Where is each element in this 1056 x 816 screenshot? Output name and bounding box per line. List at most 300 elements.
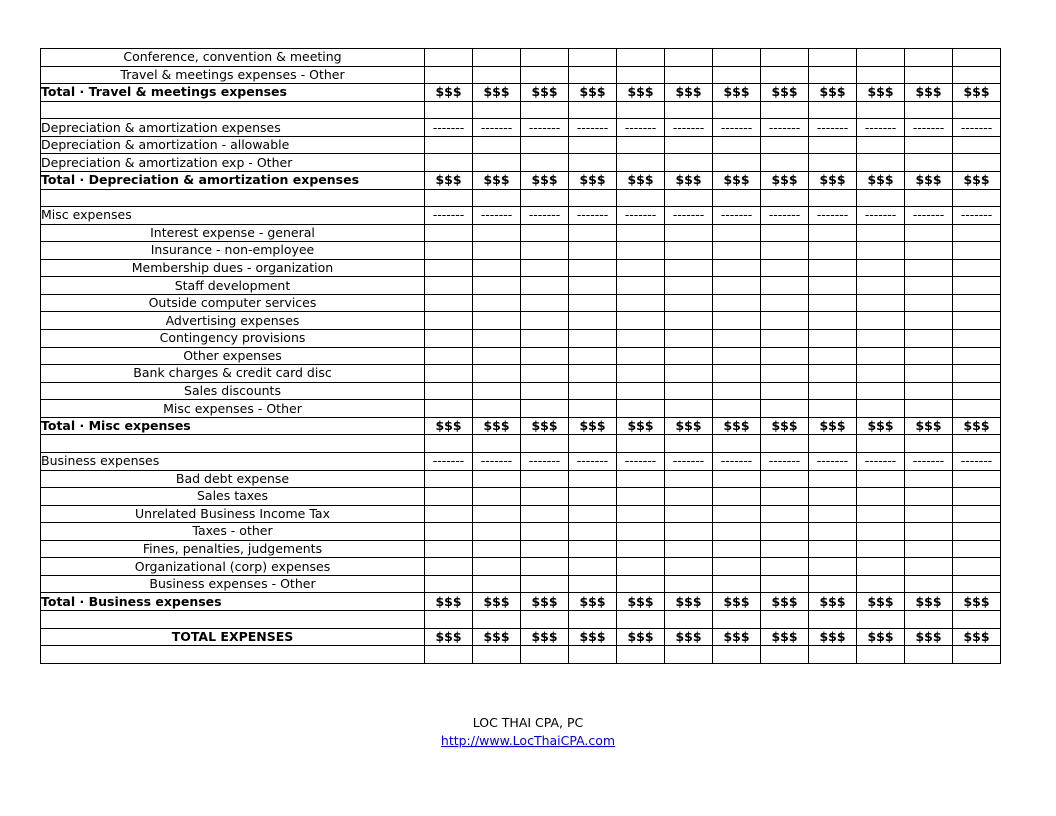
header-dash-cell[interactable]: ------- bbox=[953, 452, 1001, 470]
total-amount-cell[interactable]: $$$ bbox=[569, 84, 617, 102]
amount-cell[interactable] bbox=[713, 523, 761, 541]
amount-cell[interactable] bbox=[521, 400, 569, 418]
header-dash-cell[interactable]: ------- bbox=[617, 119, 665, 137]
amount-cell[interactable] bbox=[425, 294, 473, 312]
amount-cell[interactable] bbox=[521, 224, 569, 242]
amount-cell[interactable] bbox=[809, 382, 857, 400]
total-amount-cell[interactable]: $$$ bbox=[617, 171, 665, 189]
amount-cell[interactable] bbox=[905, 312, 953, 330]
amount-cell[interactable] bbox=[569, 558, 617, 576]
header-dash-cell[interactable]: ------- bbox=[761, 119, 809, 137]
total-amount-cell[interactable]: $$$ bbox=[905, 84, 953, 102]
amount-cell[interactable] bbox=[569, 49, 617, 67]
amount-cell[interactable] bbox=[713, 330, 761, 348]
amount-cell[interactable] bbox=[905, 505, 953, 523]
amount-cell[interactable] bbox=[473, 49, 521, 67]
amount-cell[interactable] bbox=[521, 66, 569, 84]
total-amount-cell[interactable]: $$$ bbox=[473, 171, 521, 189]
amount-cell[interactable] bbox=[713, 101, 761, 119]
amount-cell[interactable] bbox=[713, 505, 761, 523]
amount-cell[interactable] bbox=[665, 259, 713, 277]
amount-cell[interactable] bbox=[569, 347, 617, 365]
amount-cell[interactable] bbox=[473, 505, 521, 523]
amount-cell[interactable] bbox=[713, 400, 761, 418]
amount-cell[interactable] bbox=[521, 435, 569, 453]
total-amount-cell[interactable]: $$$ bbox=[953, 84, 1001, 102]
amount-cell[interactable] bbox=[857, 400, 905, 418]
header-dash-cell[interactable]: ------- bbox=[521, 119, 569, 137]
amount-cell[interactable] bbox=[665, 136, 713, 154]
amount-cell[interactable] bbox=[617, 101, 665, 119]
amount-cell[interactable] bbox=[473, 312, 521, 330]
amount-cell[interactable] bbox=[569, 66, 617, 84]
total-amount-cell[interactable]: $$$ bbox=[425, 593, 473, 611]
amount-cell[interactable] bbox=[857, 435, 905, 453]
amount-cell[interactable] bbox=[521, 575, 569, 593]
amount-cell[interactable] bbox=[473, 611, 521, 629]
header-dash-cell[interactable]: ------- bbox=[569, 452, 617, 470]
amount-cell[interactable] bbox=[857, 312, 905, 330]
amount-cell[interactable] bbox=[425, 242, 473, 260]
total-amount-cell[interactable]: $$$ bbox=[665, 628, 713, 646]
amount-cell[interactable] bbox=[521, 101, 569, 119]
header-dash-cell[interactable]: ------- bbox=[617, 452, 665, 470]
amount-cell[interactable] bbox=[617, 330, 665, 348]
amount-cell[interactable] bbox=[665, 330, 713, 348]
amount-cell[interactable] bbox=[905, 347, 953, 365]
total-amount-cell[interactable]: $$$ bbox=[473, 593, 521, 611]
amount-cell[interactable] bbox=[521, 488, 569, 506]
amount-cell[interactable] bbox=[905, 101, 953, 119]
amount-cell[interactable] bbox=[473, 558, 521, 576]
amount-cell[interactable] bbox=[521, 347, 569, 365]
amount-cell[interactable] bbox=[665, 400, 713, 418]
amount-cell[interactable] bbox=[569, 435, 617, 453]
amount-cell[interactable] bbox=[953, 49, 1001, 67]
header-dash-cell[interactable]: ------- bbox=[473, 452, 521, 470]
header-dash-cell[interactable]: ------- bbox=[473, 119, 521, 137]
amount-cell[interactable] bbox=[665, 435, 713, 453]
amount-cell[interactable] bbox=[617, 646, 665, 664]
amount-cell[interactable] bbox=[521, 382, 569, 400]
amount-cell[interactable] bbox=[761, 505, 809, 523]
amount-cell[interactable] bbox=[761, 259, 809, 277]
total-amount-cell[interactable]: $$$ bbox=[425, 84, 473, 102]
amount-cell[interactable] bbox=[761, 312, 809, 330]
total-amount-cell[interactable]: $$$ bbox=[521, 171, 569, 189]
total-amount-cell[interactable]: $$$ bbox=[905, 628, 953, 646]
amount-cell[interactable] bbox=[521, 189, 569, 207]
amount-cell[interactable] bbox=[713, 611, 761, 629]
amount-cell[interactable] bbox=[569, 330, 617, 348]
amount-cell[interactable] bbox=[857, 470, 905, 488]
header-dash-cell[interactable]: ------- bbox=[761, 452, 809, 470]
company-website-link[interactable]: http://www.LocThaiCPA.com bbox=[440, 733, 616, 748]
amount-cell[interactable] bbox=[569, 294, 617, 312]
amount-cell[interactable] bbox=[761, 575, 809, 593]
total-amount-cell[interactable]: $$$ bbox=[665, 417, 713, 435]
amount-cell[interactable] bbox=[569, 277, 617, 295]
amount-cell[interactable] bbox=[473, 101, 521, 119]
amount-cell[interactable] bbox=[761, 66, 809, 84]
amount-cell[interactable] bbox=[857, 66, 905, 84]
amount-cell[interactable] bbox=[713, 470, 761, 488]
amount-cell[interactable] bbox=[809, 224, 857, 242]
amount-cell[interactable] bbox=[809, 136, 857, 154]
amount-cell[interactable] bbox=[761, 49, 809, 67]
amount-cell[interactable] bbox=[809, 400, 857, 418]
amount-cell[interactable] bbox=[569, 365, 617, 383]
amount-cell[interactable] bbox=[473, 435, 521, 453]
amount-cell[interactable] bbox=[713, 189, 761, 207]
amount-cell[interactable] bbox=[857, 646, 905, 664]
amount-cell[interactable] bbox=[665, 382, 713, 400]
amount-cell[interactable] bbox=[953, 611, 1001, 629]
amount-cell[interactable] bbox=[761, 646, 809, 664]
amount-cell[interactable] bbox=[569, 154, 617, 172]
amount-cell[interactable] bbox=[521, 611, 569, 629]
amount-cell[interactable] bbox=[761, 189, 809, 207]
amount-cell[interactable] bbox=[425, 136, 473, 154]
total-amount-cell[interactable]: $$$ bbox=[665, 84, 713, 102]
amount-cell[interactable] bbox=[905, 189, 953, 207]
total-amount-cell[interactable]: $$$ bbox=[953, 171, 1001, 189]
total-amount-cell[interactable]: $$$ bbox=[953, 417, 1001, 435]
total-amount-cell[interactable]: $$$ bbox=[713, 417, 761, 435]
amount-cell[interactable] bbox=[665, 470, 713, 488]
total-amount-cell[interactable]: $$$ bbox=[425, 171, 473, 189]
amount-cell[interactable] bbox=[425, 365, 473, 383]
amount-cell[interactable] bbox=[473, 259, 521, 277]
amount-cell[interactable] bbox=[473, 365, 521, 383]
total-amount-cell[interactable]: $$$ bbox=[809, 171, 857, 189]
header-dash-cell[interactable]: ------- bbox=[425, 207, 473, 225]
amount-cell[interactable] bbox=[521, 294, 569, 312]
amount-cell[interactable] bbox=[953, 488, 1001, 506]
amount-cell[interactable] bbox=[953, 259, 1001, 277]
amount-cell[interactable] bbox=[809, 540, 857, 558]
amount-cell[interactable] bbox=[425, 470, 473, 488]
header-dash-cell[interactable]: ------- bbox=[713, 119, 761, 137]
amount-cell[interactable] bbox=[761, 330, 809, 348]
amount-cell[interactable] bbox=[569, 189, 617, 207]
total-amount-cell[interactable]: $$$ bbox=[905, 417, 953, 435]
amount-cell[interactable] bbox=[953, 523, 1001, 541]
amount-cell[interactable] bbox=[761, 154, 809, 172]
total-amount-cell[interactable]: $$$ bbox=[617, 84, 665, 102]
amount-cell[interactable] bbox=[665, 242, 713, 260]
amount-cell[interactable] bbox=[617, 558, 665, 576]
amount-cell[interactable] bbox=[569, 646, 617, 664]
total-amount-cell[interactable]: $$$ bbox=[425, 417, 473, 435]
total-amount-cell[interactable]: $$$ bbox=[569, 417, 617, 435]
amount-cell[interactable] bbox=[857, 575, 905, 593]
amount-cell[interactable] bbox=[425, 49, 473, 67]
amount-cell[interactable] bbox=[665, 101, 713, 119]
total-amount-cell[interactable]: $$$ bbox=[569, 628, 617, 646]
header-dash-cell[interactable]: ------- bbox=[617, 207, 665, 225]
amount-cell[interactable] bbox=[761, 136, 809, 154]
amount-cell[interactable] bbox=[809, 611, 857, 629]
amount-cell[interactable] bbox=[665, 558, 713, 576]
total-amount-cell[interactable]: $$$ bbox=[569, 171, 617, 189]
amount-cell[interactable] bbox=[953, 365, 1001, 383]
amount-cell[interactable] bbox=[425, 101, 473, 119]
header-dash-cell[interactable]: ------- bbox=[953, 207, 1001, 225]
amount-cell[interactable] bbox=[665, 189, 713, 207]
amount-cell[interactable] bbox=[617, 224, 665, 242]
amount-cell[interactable] bbox=[761, 242, 809, 260]
amount-cell[interactable] bbox=[953, 400, 1001, 418]
amount-cell[interactable] bbox=[857, 505, 905, 523]
amount-cell[interactable] bbox=[473, 224, 521, 242]
amount-cell[interactable] bbox=[569, 470, 617, 488]
amount-cell[interactable] bbox=[761, 435, 809, 453]
header-dash-cell[interactable]: ------- bbox=[569, 207, 617, 225]
amount-cell[interactable] bbox=[665, 505, 713, 523]
amount-cell[interactable] bbox=[953, 312, 1001, 330]
amount-cell[interactable] bbox=[521, 540, 569, 558]
total-amount-cell[interactable]: $$$ bbox=[857, 593, 905, 611]
amount-cell[interactable] bbox=[953, 242, 1001, 260]
amount-cell[interactable] bbox=[473, 189, 521, 207]
amount-cell[interactable] bbox=[665, 154, 713, 172]
amount-cell[interactable] bbox=[905, 523, 953, 541]
amount-cell[interactable] bbox=[425, 575, 473, 593]
total-amount-cell[interactable]: $$$ bbox=[521, 593, 569, 611]
amount-cell[interactable] bbox=[809, 312, 857, 330]
amount-cell[interactable] bbox=[953, 330, 1001, 348]
amount-cell[interactable] bbox=[905, 400, 953, 418]
total-amount-cell[interactable]: $$$ bbox=[809, 628, 857, 646]
amount-cell[interactable] bbox=[569, 382, 617, 400]
amount-cell[interactable] bbox=[521, 505, 569, 523]
header-dash-cell[interactable]: ------- bbox=[809, 207, 857, 225]
amount-cell[interactable] bbox=[569, 488, 617, 506]
amount-cell[interactable] bbox=[569, 259, 617, 277]
amount-cell[interactable] bbox=[521, 277, 569, 295]
amount-cell[interactable] bbox=[713, 49, 761, 67]
amount-cell[interactable] bbox=[761, 101, 809, 119]
amount-cell[interactable] bbox=[857, 189, 905, 207]
amount-cell[interactable] bbox=[617, 523, 665, 541]
amount-cell[interactable] bbox=[473, 66, 521, 84]
amount-cell[interactable] bbox=[473, 330, 521, 348]
amount-cell[interactable] bbox=[953, 136, 1001, 154]
total-amount-cell[interactable]: $$$ bbox=[857, 417, 905, 435]
amount-cell[interactable] bbox=[809, 294, 857, 312]
amount-cell[interactable] bbox=[809, 259, 857, 277]
amount-cell[interactable] bbox=[809, 154, 857, 172]
amount-cell[interactable] bbox=[617, 365, 665, 383]
amount-cell[interactable] bbox=[857, 347, 905, 365]
amount-cell[interactable] bbox=[857, 154, 905, 172]
amount-cell[interactable] bbox=[665, 523, 713, 541]
amount-cell[interactable] bbox=[905, 575, 953, 593]
amount-cell[interactable] bbox=[857, 382, 905, 400]
amount-cell[interactable] bbox=[953, 294, 1001, 312]
amount-cell[interactable] bbox=[617, 540, 665, 558]
amount-cell[interactable] bbox=[713, 558, 761, 576]
amount-cell[interactable] bbox=[569, 312, 617, 330]
amount-cell[interactable] bbox=[905, 66, 953, 84]
amount-cell[interactable] bbox=[425, 154, 473, 172]
header-dash-cell[interactable]: ------- bbox=[473, 207, 521, 225]
amount-cell[interactable] bbox=[569, 611, 617, 629]
amount-cell[interactable] bbox=[761, 382, 809, 400]
amount-cell[interactable] bbox=[425, 540, 473, 558]
amount-cell[interactable] bbox=[521, 312, 569, 330]
amount-cell[interactable] bbox=[425, 505, 473, 523]
amount-cell[interactable] bbox=[953, 435, 1001, 453]
amount-cell[interactable] bbox=[809, 505, 857, 523]
amount-cell[interactable] bbox=[569, 224, 617, 242]
amount-cell[interactable] bbox=[761, 400, 809, 418]
amount-cell[interactable] bbox=[953, 224, 1001, 242]
amount-cell[interactable] bbox=[425, 189, 473, 207]
amount-cell[interactable] bbox=[425, 347, 473, 365]
amount-cell[interactable] bbox=[569, 101, 617, 119]
amount-cell[interactable] bbox=[425, 330, 473, 348]
amount-cell[interactable] bbox=[953, 575, 1001, 593]
amount-cell[interactable] bbox=[953, 646, 1001, 664]
header-dash-cell[interactable]: ------- bbox=[521, 207, 569, 225]
amount-cell[interactable] bbox=[905, 488, 953, 506]
amount-cell[interactable] bbox=[617, 575, 665, 593]
amount-cell[interactable] bbox=[761, 294, 809, 312]
amount-cell[interactable] bbox=[665, 646, 713, 664]
total-amount-cell[interactable]: $$$ bbox=[953, 593, 1001, 611]
amount-cell[interactable] bbox=[905, 154, 953, 172]
amount-cell[interactable] bbox=[665, 312, 713, 330]
total-amount-cell[interactable]: $$$ bbox=[905, 593, 953, 611]
amount-cell[interactable] bbox=[905, 365, 953, 383]
amount-cell[interactable] bbox=[713, 294, 761, 312]
amount-cell[interactable] bbox=[473, 400, 521, 418]
amount-cell[interactable] bbox=[905, 224, 953, 242]
total-amount-cell[interactable]: $$$ bbox=[809, 593, 857, 611]
amount-cell[interactable] bbox=[617, 259, 665, 277]
amount-cell[interactable] bbox=[857, 523, 905, 541]
amount-cell[interactable] bbox=[761, 347, 809, 365]
total-amount-cell[interactable]: $$$ bbox=[761, 417, 809, 435]
total-amount-cell[interactable]: $$$ bbox=[665, 171, 713, 189]
amount-cell[interactable] bbox=[905, 646, 953, 664]
total-amount-cell[interactable]: $$$ bbox=[761, 171, 809, 189]
amount-cell[interactable] bbox=[617, 277, 665, 295]
total-amount-cell[interactable]: $$$ bbox=[761, 628, 809, 646]
amount-cell[interactable] bbox=[665, 66, 713, 84]
total-amount-cell[interactable]: $$$ bbox=[713, 171, 761, 189]
amount-cell[interactable] bbox=[521, 646, 569, 664]
amount-cell[interactable] bbox=[425, 400, 473, 418]
amount-cell[interactable] bbox=[473, 242, 521, 260]
header-dash-cell[interactable]: ------- bbox=[713, 207, 761, 225]
amount-cell[interactable] bbox=[905, 277, 953, 295]
amount-cell[interactable] bbox=[569, 505, 617, 523]
amount-cell[interactable] bbox=[905, 540, 953, 558]
amount-cell[interactable] bbox=[425, 611, 473, 629]
amount-cell[interactable] bbox=[953, 470, 1001, 488]
amount-cell[interactable] bbox=[761, 488, 809, 506]
amount-cell[interactable] bbox=[473, 540, 521, 558]
header-dash-cell[interactable]: ------- bbox=[905, 207, 953, 225]
amount-cell[interactable] bbox=[857, 49, 905, 67]
amount-cell[interactable] bbox=[473, 382, 521, 400]
amount-cell[interactable] bbox=[953, 347, 1001, 365]
amount-cell[interactable] bbox=[809, 575, 857, 593]
amount-cell[interactable] bbox=[713, 154, 761, 172]
amount-cell[interactable] bbox=[857, 330, 905, 348]
amount-cell[interactable] bbox=[713, 382, 761, 400]
amount-cell[interactable] bbox=[905, 330, 953, 348]
amount-cell[interactable] bbox=[617, 49, 665, 67]
total-amount-cell[interactable]: $$$ bbox=[521, 628, 569, 646]
amount-cell[interactable] bbox=[425, 382, 473, 400]
header-dash-cell[interactable]: ------- bbox=[425, 119, 473, 137]
amount-cell[interactable] bbox=[665, 540, 713, 558]
amount-cell[interactable] bbox=[521, 470, 569, 488]
amount-cell[interactable] bbox=[857, 259, 905, 277]
amount-cell[interactable] bbox=[761, 277, 809, 295]
total-amount-cell[interactable]: $$$ bbox=[857, 84, 905, 102]
amount-cell[interactable] bbox=[953, 558, 1001, 576]
amount-cell[interactable] bbox=[569, 575, 617, 593]
amount-cell[interactable] bbox=[857, 611, 905, 629]
amount-cell[interactable] bbox=[905, 470, 953, 488]
amount-cell[interactable] bbox=[473, 575, 521, 593]
total-amount-cell[interactable]: $$$ bbox=[713, 593, 761, 611]
total-amount-cell[interactable]: $$$ bbox=[521, 84, 569, 102]
amount-cell[interactable] bbox=[425, 66, 473, 84]
total-amount-cell[interactable]: $$$ bbox=[617, 417, 665, 435]
amount-cell[interactable] bbox=[905, 242, 953, 260]
amount-cell[interactable] bbox=[569, 400, 617, 418]
header-dash-cell[interactable]: ------- bbox=[569, 119, 617, 137]
amount-cell[interactable] bbox=[425, 224, 473, 242]
amount-cell[interactable] bbox=[809, 189, 857, 207]
amount-cell[interactable] bbox=[425, 523, 473, 541]
amount-cell[interactable] bbox=[713, 224, 761, 242]
amount-cell[interactable] bbox=[713, 312, 761, 330]
amount-cell[interactable] bbox=[809, 101, 857, 119]
amount-cell[interactable] bbox=[665, 575, 713, 593]
total-amount-cell[interactable]: $$$ bbox=[425, 628, 473, 646]
amount-cell[interactable] bbox=[953, 505, 1001, 523]
amount-cell[interactable] bbox=[617, 347, 665, 365]
total-amount-cell[interactable]: $$$ bbox=[857, 171, 905, 189]
amount-cell[interactable] bbox=[713, 365, 761, 383]
amount-cell[interactable] bbox=[425, 312, 473, 330]
amount-cell[interactable] bbox=[521, 365, 569, 383]
amount-cell[interactable] bbox=[665, 611, 713, 629]
amount-cell[interactable] bbox=[761, 558, 809, 576]
amount-cell[interactable] bbox=[809, 277, 857, 295]
amount-cell[interactable] bbox=[857, 558, 905, 576]
total-amount-cell[interactable]: $$$ bbox=[809, 84, 857, 102]
amount-cell[interactable] bbox=[425, 259, 473, 277]
amount-cell[interactable] bbox=[521, 136, 569, 154]
total-amount-cell[interactable]: $$$ bbox=[617, 593, 665, 611]
amount-cell[interactable] bbox=[473, 294, 521, 312]
total-amount-cell[interactable]: $$$ bbox=[857, 628, 905, 646]
amount-cell[interactable] bbox=[809, 49, 857, 67]
header-dash-cell[interactable]: ------- bbox=[905, 119, 953, 137]
amount-cell[interactable] bbox=[857, 488, 905, 506]
amount-cell[interactable] bbox=[617, 154, 665, 172]
amount-cell[interactable] bbox=[569, 242, 617, 260]
amount-cell[interactable] bbox=[809, 558, 857, 576]
